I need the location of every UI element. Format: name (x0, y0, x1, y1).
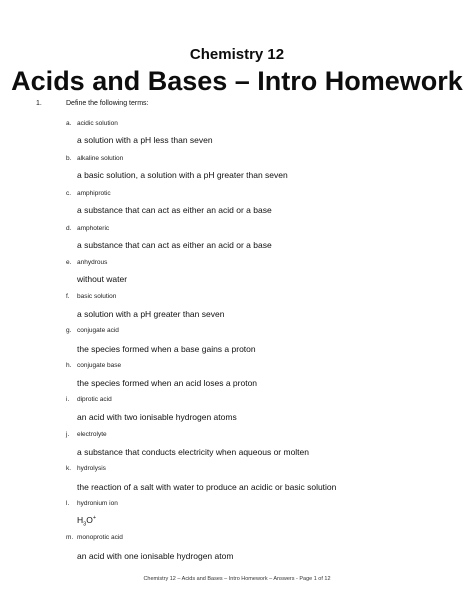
term-label: hydrolysis (77, 465, 106, 472)
term-label: anhydrous (77, 259, 108, 266)
term-answer: the species formed when a base gains a proton (77, 344, 256, 354)
term-label: acidic solution (77, 120, 118, 127)
term-answer: a solution with a pH greater than seven (77, 309, 225, 319)
question-text: Define the following terms: (66, 100, 149, 107)
term-label: amphiprotic (77, 190, 111, 197)
term-answer: an acid with one ionisable hydrogen atom (77, 551, 234, 561)
term-label: diprotic acid (77, 396, 112, 403)
page-footer: Chemistry 12 – Acids and Bases – Intro Homework – Answers - Page 1 of 12 (143, 576, 331, 582)
term-letter: e. (66, 259, 72, 266)
hydronium-formula: $H_3O^+$ (77, 515, 97, 528)
term-label: conjugate acid (77, 327, 119, 334)
term-letter: f. (66, 293, 70, 300)
term-answer: without water (77, 274, 128, 284)
term-letter: b. (66, 155, 72, 162)
term-answer: the reaction of a salt with water to produce an acidic or basic solution (77, 482, 337, 492)
term-label: alkaline solution (77, 155, 124, 162)
page-title: Acids and Bases – Intro Homework (11, 66, 463, 96)
term-answer: a basic solution, a solution with a pH greater than seven (77, 170, 288, 180)
term-label: basic solution (77, 293, 117, 300)
term-letter: k. (66, 465, 72, 472)
term-label: conjugate base (77, 362, 122, 369)
term-answer: a substance that can act as either an acid or a base (77, 205, 272, 215)
term-answer: the species formed when an acid loses a proton (77, 378, 258, 388)
term-letter: c. (66, 190, 72, 197)
term-letter: h. (66, 362, 72, 369)
term-letter: d. (66, 225, 72, 232)
term-letter: l. (66, 500, 70, 507)
term-letter: a. (66, 120, 72, 127)
term-answer: an acid with two ionisable hydrogen atoms (77, 412, 237, 422)
term-answer: a substance that conducts electricity when aqueous or molten (77, 447, 309, 457)
term-answer: a solution with a pH less than seven (77, 135, 213, 145)
term-label: hydronium ion (77, 500, 118, 507)
term-label: monoprotic acid (77, 534, 123, 541)
course-subtitle: Chemistry 12 (189, 46, 285, 63)
term-label: electrolyte (77, 431, 107, 438)
term-letter: i. (66, 396, 70, 403)
term-letter: g. (66, 327, 72, 334)
term-letter: j. (66, 431, 70, 438)
question-number: 1. (36, 100, 42, 107)
term-letter: m. (66, 534, 74, 541)
term-answer: a substance that can act as either an acid or a base (77, 240, 272, 250)
term-label: amphoteric (77, 225, 110, 232)
